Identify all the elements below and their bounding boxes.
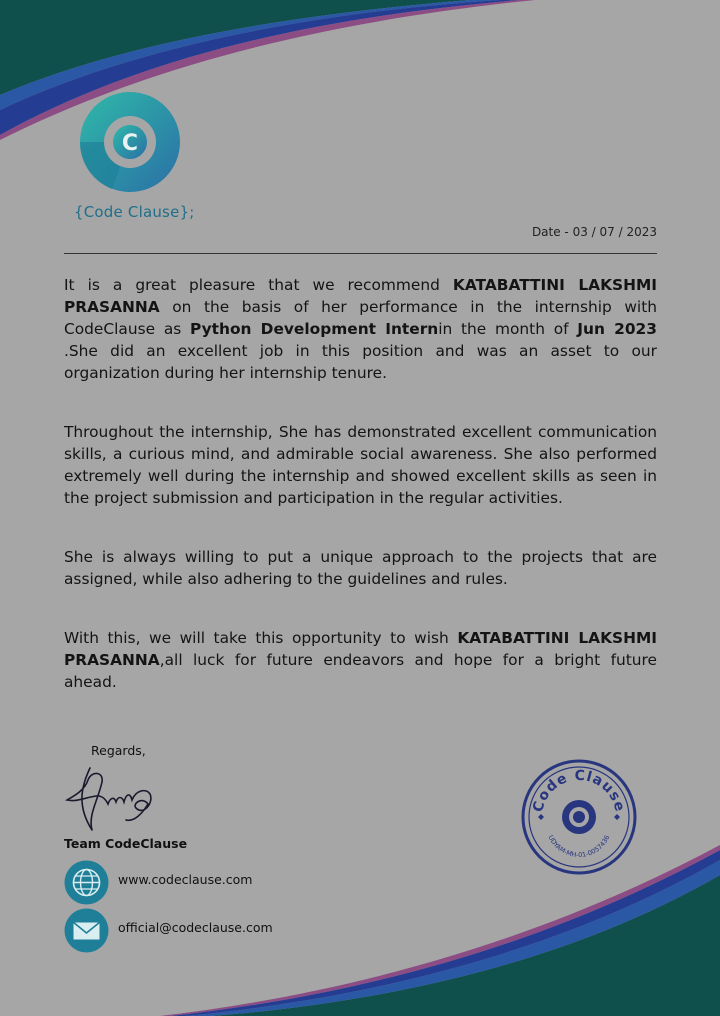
paragraph-1: It is a great pleasure that we recommend KATABATTINI LAKSHMI PRASANNA on the basis of her performance in the internship with CodeClause as Python Development Internin the month of Jun 2023 .She did an excellent job in this position and was an asset to our organization during her internship tenure. [64,276,658,382]
code-clause-logo-mark [72,92,182,197]
letter-date: Date - 03 / 07 / 2023 [531,225,657,239]
svg-text:UDYAM-MH-01-0057436: UDYAM-MH-01-0057436 [546,833,612,860]
globe-icon [64,860,109,905]
website-link[interactable]: www.codeclause.com [118,872,253,887]
brand-wordmark: {Code Clause}; [74,203,195,221]
company-seal-stamp [520,758,638,876]
email-link[interactable]: official@codeclause.com [118,920,273,935]
intern-name: KATABATTINI LAKSHMI PRASANNA [64,276,658,316]
internship-month: Jun 2023 [577,320,657,338]
svg-text:Code Clause: Code Clause [530,767,628,814]
letter-body [64,274,657,730]
team-signature-label: Team CodeClause [64,836,188,851]
internship-role: Python Development Intern [190,320,439,338]
mail-icon [64,908,109,953]
intern-name-closing: KATABATTINI LAKSHMI PRASANNA [64,629,657,669]
regards-text: Regards, [91,743,146,758]
company-logo [66,92,196,232]
svg-text:C: C [121,131,139,156]
header-divider [64,253,657,254]
paragraph-3: She is always willing to put a unique approach to the projects that are assigned, while also adhering to the guidelines and rules. [64,548,657,588]
paragraph-2: Throughout the internship, She has demonstrated excellent communication skills, a curious mind, and admirable social awareness. She also performed extremely well during the internship and showed excellent skills as seen in the project submission and participation in the regular activities. [64,423,657,507]
paragraph-4: With this, we will take this opportunity to wish KATABATTINI LAKSHMI PRASANNA,all luck for future endeavors and hope for a bright future ahead. [64,629,657,691]
handwritten-signature [62,760,162,835]
